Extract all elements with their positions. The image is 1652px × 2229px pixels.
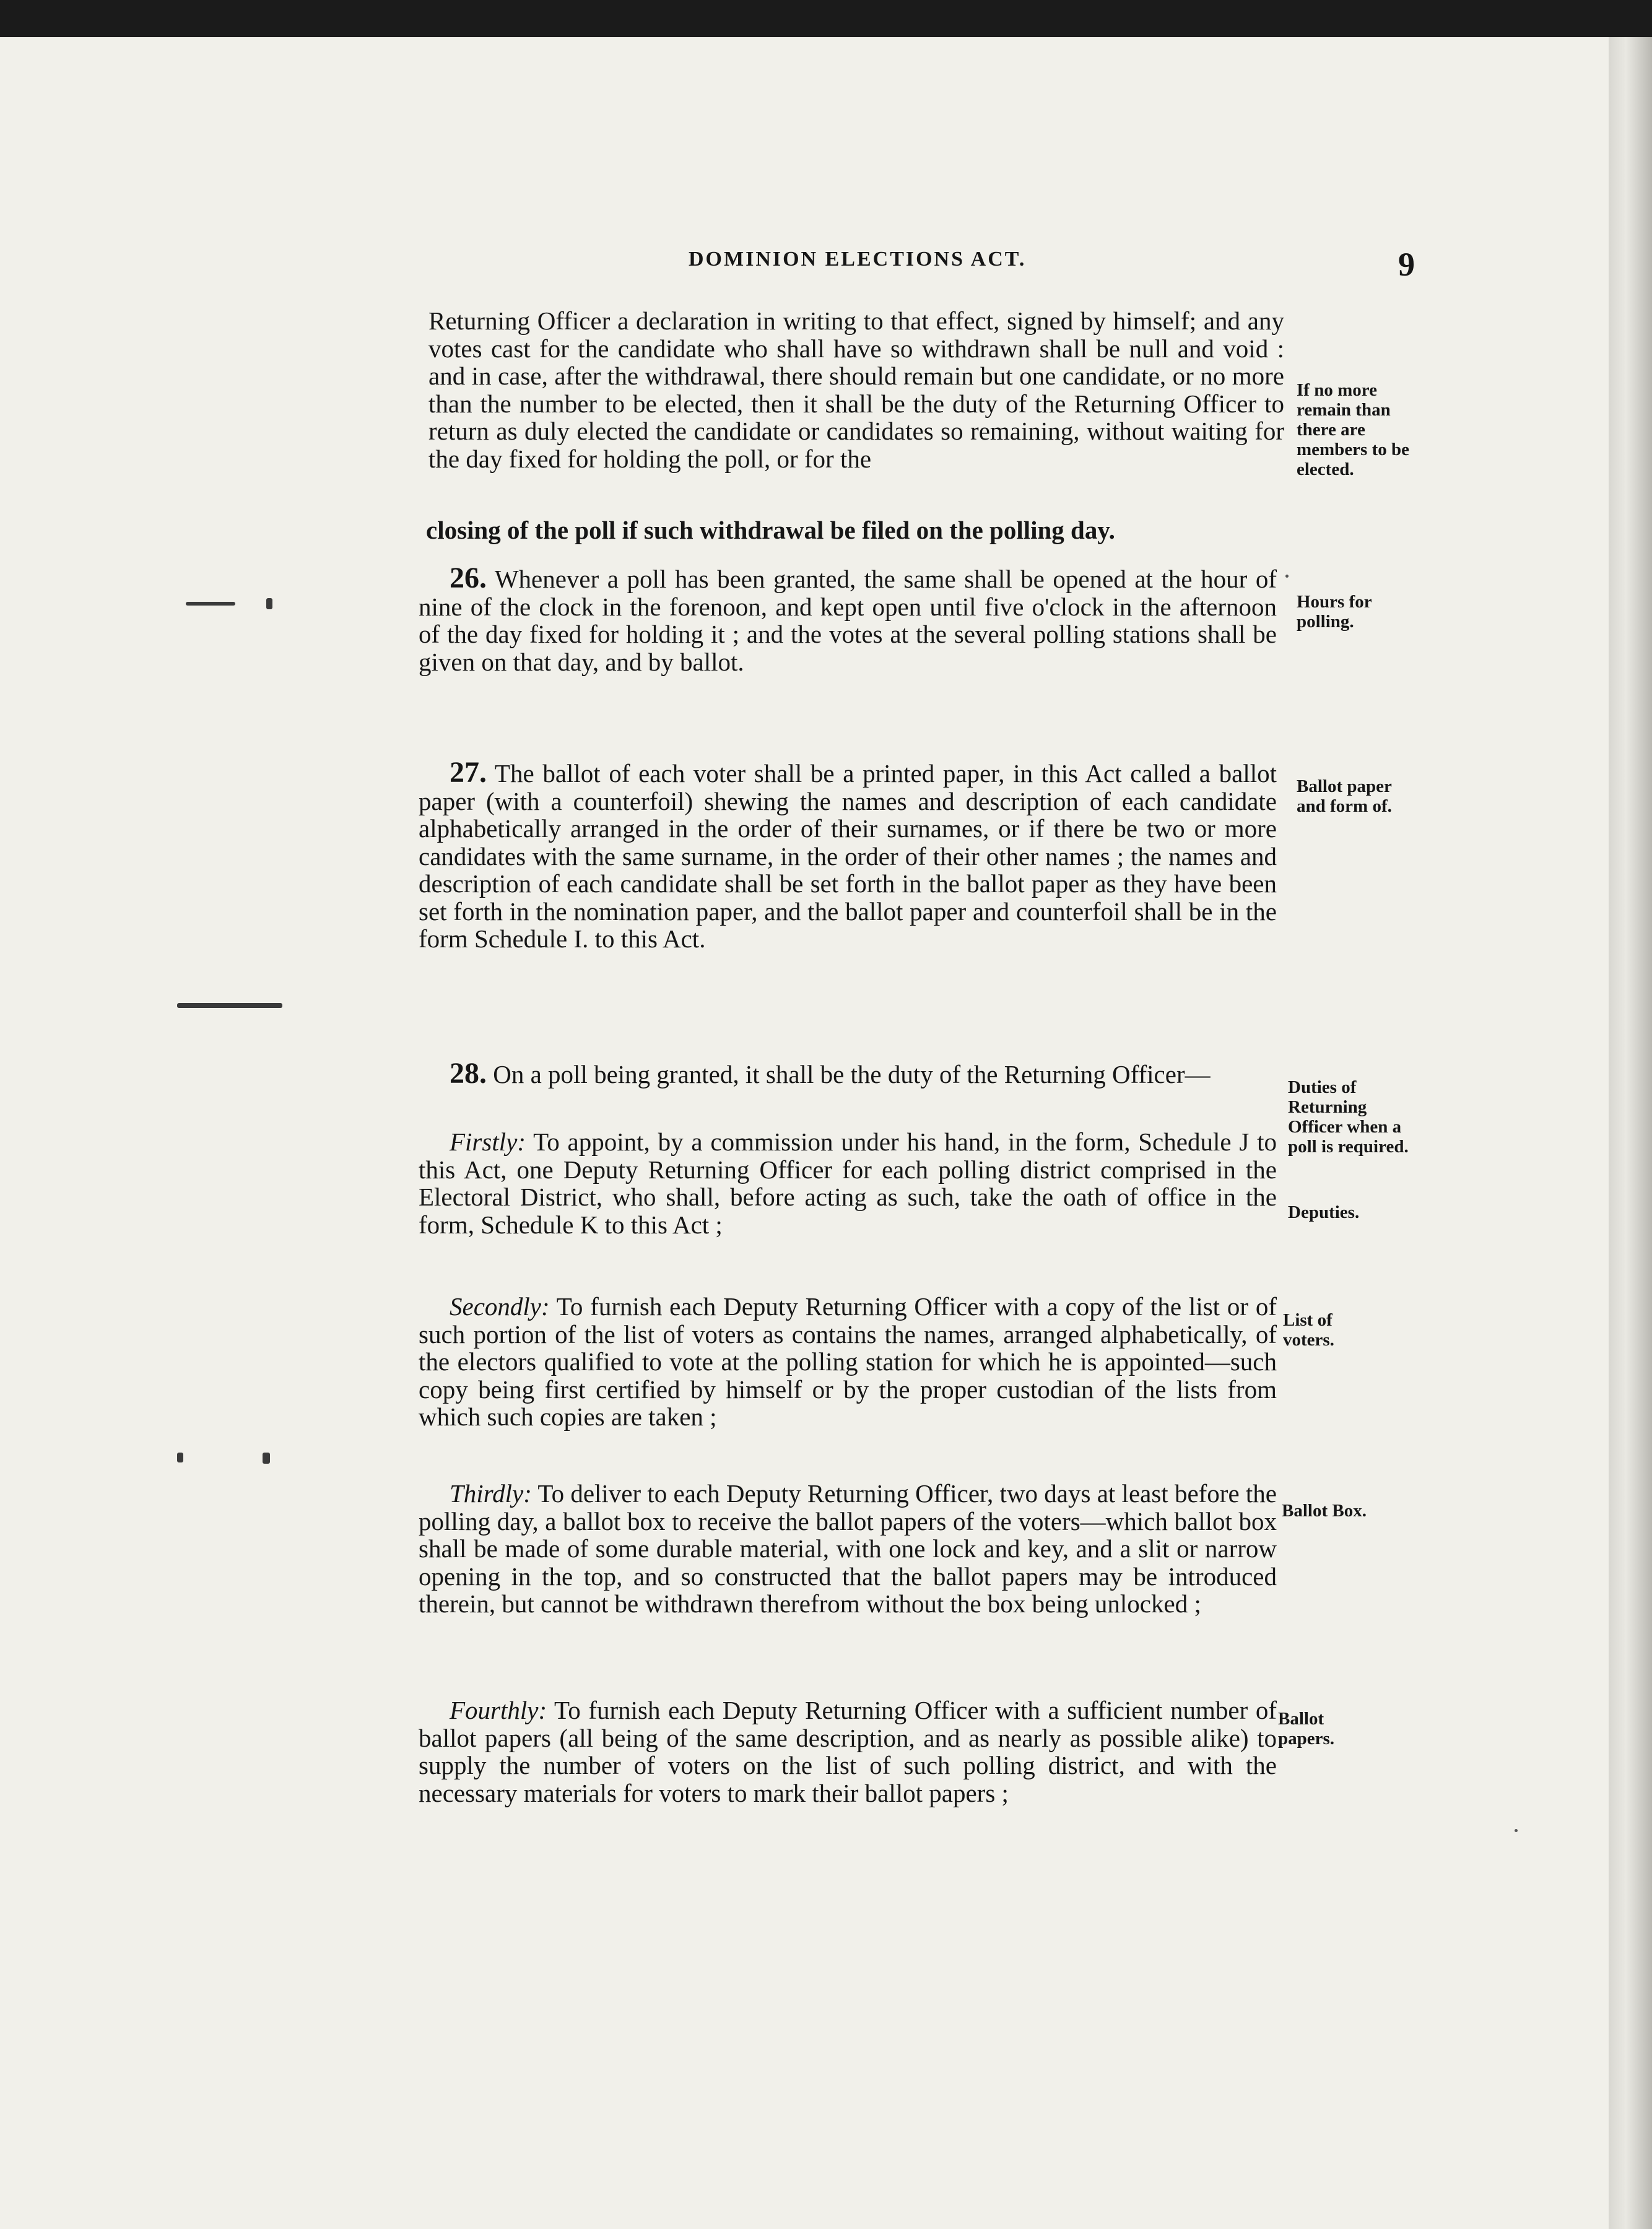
section-text: The ballot of each voter shall be a printed paper, in this Act called a ballot paper (with a counterfoil) shewing the names and description of each candidate alphabetically arranged in the order of their surnames, or if there be two or more candidates with the same surname, in the order of their other names ; the names and description of each candidate shall be set forth in the ballot paper as they have been set forth in the nomination paper, and the ballot paper and counterfoil shall be in the form Schedule I. to this Act. <box>419 759 1277 953</box>
marginal-note-deputies: Deputies. <box>1288 1202 1360 1222</box>
subclause-text: To deliver to each Deputy Returning Officer, two days at least before the polling day, a ballot box to receive the ballot papers of the voters—which ballot box shall be made of some durable material, with one lock and key, and a slit or narrow opening in the top, and so constructed that the ballot papers may be introduced therein, but cannot be withdrawn therefrom without the box being unlocked ; <box>419 1479 1277 1618</box>
section-number: 28. <box>450 1057 487 1090</box>
section-text: Whenever a poll has been granted, the same shall be opened at the hour of nine of the clock in the forenoon, and kept open until five o'clock in the afternoon of the day fixed for holding it ; and the votes at the several polling stations shall be given on that day, and by ballot. <box>419 565 1277 676</box>
page-edge-shadow <box>1609 37 1652 2229</box>
running-head: DOMINION ELECTIONS ACT. <box>689 248 1027 271</box>
speck <box>1515 1829 1518 1832</box>
marginal-note-ballot-paper-form: Ballot paper and form of. <box>1297 776 1392 816</box>
section-28-firstly <box>419 1128 1277 1238</box>
speck <box>1285 575 1289 578</box>
subclause-text: To furnish each Deputy Returning Officer with a copy of the list or of such portion of the list of voters as contains the names, arranged alphabetically, of the electors qualified to vote at the polling station for which he is appointed—such copy being first certified by himself or by the proper custodian of the lists from which such copies are taken ; <box>419 1292 1277 1431</box>
section-number: 27. <box>450 756 487 789</box>
subclause-text: To appoint, by a commission under his hand, in the form, Schedule J to this Act, one Deputy Returning Officer for each polling district comprised in the Electoral District, who shall, before acting as such, take the oath of office in the form, Schedule K to this Act ; <box>419 1128 1277 1239</box>
section-number: 26. <box>450 562 487 594</box>
section-text: On a poll being granted, it shall be the duty of the Returning Officer— <box>493 1060 1211 1088</box>
marginal-note-no-more-remain: If no more remain than there are members to be elected. <box>1297 380 1410 479</box>
marginal-note-duties-of-returning-officer: Duties of Returning Officer when a poll is required. <box>1288 1077 1409 1157</box>
marginal-note-ballot-papers: Ballot papers. <box>1278 1709 1335 1749</box>
section-28-fourthly <box>419 1697 1277 1807</box>
subclause-label: Thirdly: <box>450 1479 532 1508</box>
page-number: 9 <box>1398 246 1415 283</box>
marginal-note-hours-for-polling: Hours for polling. <box>1297 592 1372 632</box>
section-25-continuation: Returning Officer a declaration in writing to that effect, signed by himself; and any votes cast for the candidate who shall have so withdrawn shall be null and void : and in case, after the withdrawal, there should remain but one candidate, or no more than the number to be elected, then it shall be the duty of the Returning Officer to return as duly elected the candidate or candidates so remaining, without waiting for the day fixed for holding the poll, or for the <box>428 306 1284 473</box>
section-28-secondly <box>419 1293 1277 1431</box>
section-26 <box>419 562 1277 676</box>
subclause-text: To furnish each Deputy Returning Officer with a sufficient number of ballot papers (all being of the same description, and as nearly as possible alike) to supply the number of voters on the list of such polling district, and with the necessary materials for voters to mark their ballot papers ; <box>419 1696 1277 1807</box>
section-25-closing-line: closing of the poll if such withdrawal be filed on the polling day. <box>426 516 1115 544</box>
subclause-label: Secondly: <box>450 1292 550 1321</box>
marginal-note-ballot-box: Ballot Box. <box>1282 1501 1367 1521</box>
subclause-label: Firstly: <box>450 1128 526 1156</box>
subclause-label: Fourthly: <box>450 1696 547 1724</box>
section-28-intro <box>419 1057 1277 1090</box>
marginal-note-list-of-voters: List of voters. <box>1283 1310 1334 1350</box>
section-27 <box>419 756 1277 953</box>
section-28-thirdly <box>419 1480 1277 1618</box>
